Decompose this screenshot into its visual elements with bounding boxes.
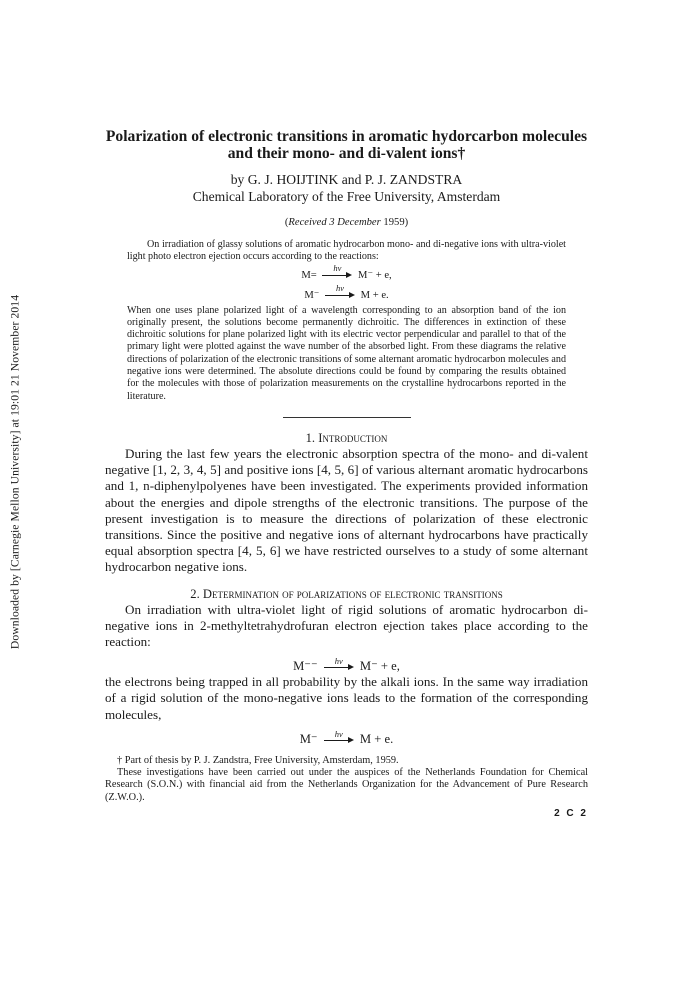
- footnote-dagger: † Part of thesis by P. J. Zandstra, Free University, Amsterdam, 1959.: [117, 754, 399, 766]
- photon-label: hν: [334, 656, 343, 667]
- footnotes: [105, 755, 588, 804]
- eq-product: M + e.: [359, 731, 394, 746]
- section-1-paragraph: During the last few years the electronic absorption spectra of the mono- and di-valent negative [1, 2, 3, 4, 5] and positive ions [4, 5, 6] of various alternant aromatic hydrocarbons and 1, n-diphenylpolyenes have been investigated. The experiments provided information about the energies and dipole strengths of the electronic transitions. The purpose of the present investigation is to measure the directions of polarization of these electronic transitions. Since the positive and negative ions of alternant hydrocarbons have practically equal absorption spectra [4, 5, 6] we have restricted ourselves to a study of some alternant hydrocarbon negative ions.: [105, 445, 588, 575]
- download-notice: Downloaded by [Carnegie Mellon University] at 19:01 21 November 2014: [8, 294, 22, 650]
- body-equation-2: [105, 728, 588, 747]
- eq-product: M⁻ + e,: [358, 269, 392, 281]
- section-1-heading: 1. Introduction: [305, 430, 388, 445]
- section-2-body: [105, 602, 588, 747]
- reaction-arrow-icon: [325, 283, 355, 300]
- reaction-arrow-icon: [322, 263, 352, 280]
- abstract-equation-2: [127, 283, 566, 303]
- reaction-arrow-icon: [324, 656, 354, 672]
- eq-product: M + e.: [360, 289, 389, 301]
- body-equation-1: [105, 658, 588, 674]
- eq-reactant: M⁻: [299, 731, 318, 746]
- received-label: Received: [288, 217, 327, 228]
- received-year: 1959: [383, 217, 405, 228]
- photon-label: hν: [333, 263, 342, 274]
- received-date: (Received 3 December 1959): [284, 217, 409, 228]
- eq-reactant: M=: [301, 269, 317, 281]
- page-number: 2 C 2: [554, 808, 588, 819]
- eq-reactant: M⁻: [304, 289, 320, 301]
- affiliation: Chemical Laboratory of the Free University, Amsterdam: [192, 189, 501, 204]
- section-1-body: [105, 446, 588, 576]
- section-2-paragraph-2: the electrons being trapped in all probability by the alkali ions. In the same way irradiation of a rigid solution of the mono-negative ions leads to the formation of the corresponding molecules,: [105, 674, 588, 722]
- photon-label: hν: [334, 728, 343, 739]
- eq-product: M⁻ + e,: [359, 659, 400, 674]
- abstract-intro: On irradiation of glassy solutions of aromatic hydrocarbon mono- and di-negative ions with ultra-violet light photo electron ejection occurs according to the reactions:: [127, 239, 566, 263]
- article-page: [105, 128, 588, 819]
- section-divider: [283, 417, 411, 418]
- footnote-funding: These investigations have been carried out under the auspices of the Netherlands Foundation for Chemical Research (S.O.N.) with financial aid from the Netherlands Organization for the Advancement of Pure Research (Z.W.O.).: [105, 767, 588, 803]
- abstract-equation-1: [127, 263, 566, 283]
- author-byline: by G. J. HOIJTINK and P. J. ZANDSTRA: [230, 172, 463, 187]
- abstract: [127, 239, 566, 403]
- download-notice-sidebar: [0, 0, 30, 984]
- article-title: Polarization of electronic transitions in aromatic hydorcarbon molecules and their mono- and di-valent ions†: [105, 128, 588, 162]
- abstract-body: When one uses plane polarized light of a wavelength corresponding to an absorption band of the ion originally present, the solutions become permanently dichroitic. The differences in extinction of these dichroitic solutions for plane polarized light with its electric vector perpendicular and parallel to that of the primary light were plotted against the wave number of the absorbed light. From these diagrams the relative directions of polarization of the electronic transitions of some alternant aromatic hydrocarbon molecules and negative ions were determined. The absolute directions could be found by comparing the results obtained for the molecules with those of polarization measurements on the crystalline hydrocarbons reported in the literature.: [127, 304, 566, 402]
- section-2-heading: 2. Determination of polarizations of electronic transitions: [190, 586, 503, 601]
- section-2-paragraph-1: On irradiation with ultra-violet light of rigid solutions of aromatic hydrocarbon di-negative ions in 2-methyltetrahydrofuran electron ejection takes place according to the reaction:: [105, 601, 588, 649]
- photon-label: hν: [335, 283, 344, 294]
- received-day: 3 December: [329, 217, 381, 228]
- reaction-arrow-icon: [324, 728, 354, 745]
- eq-reactant: M⁻⁻: [293, 659, 318, 674]
